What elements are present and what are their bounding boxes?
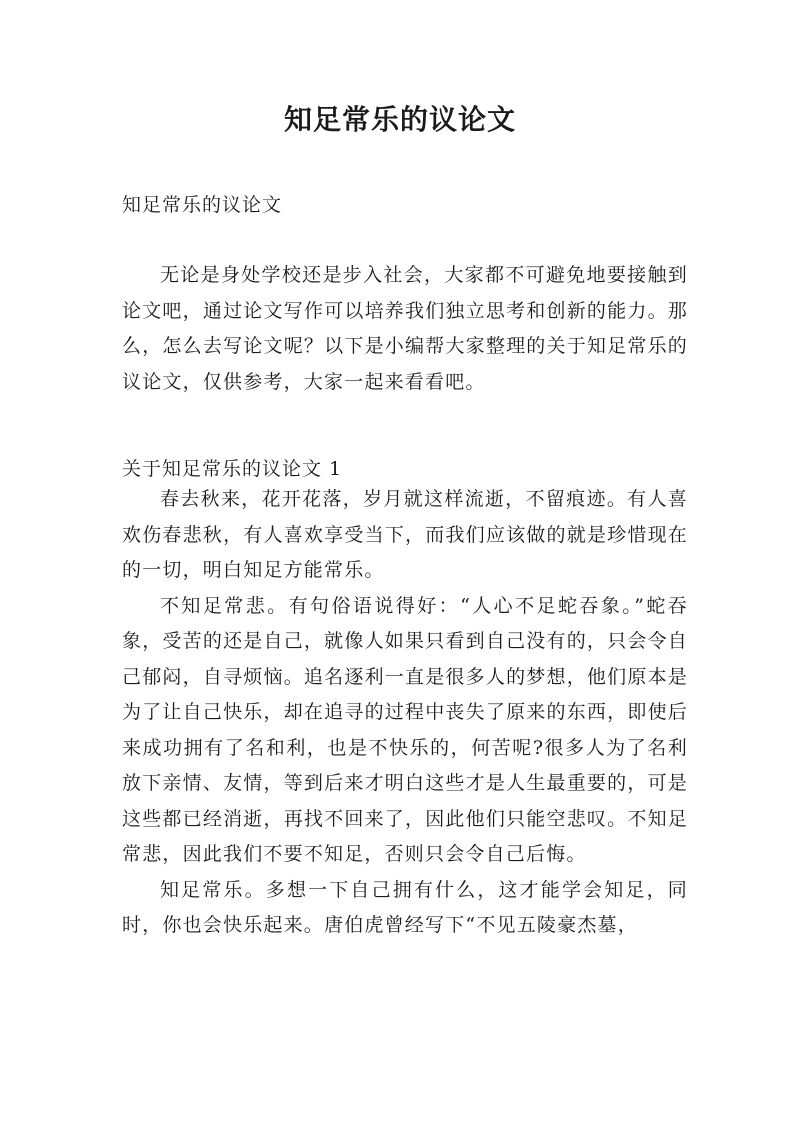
body-paragraph: 不知足常悲。有句俗语说得好：“人心不足蛇吞象。”蛇吞象，受苦的还是自己，就像人如果只看到自己没有的，只会令自己郁闷，自寻烦恼。追名逐利一直是很多人的梦想，他们原本是为了让自己快乐，却在追寻的过程中丧失了原来的东西，即使后来成功拥有了名和利，也是不快乐的，何苦呢?很多人为了名利放下亲情、友情，等到后来才明白这些才是人生最重要的，可是这些都已经消逝，再找不回来了，因此他们只能空悲叹。不知足常悲，因此我们不要不知足，否则只会令自己后悔。 <box>122 594 688 865</box>
document-title: 知足常乐的议论文 <box>283 103 516 136</box>
body-paragraph: 知足常乐。多想一下自己拥有什么，这才能学会知足，同时，你也会快乐起来。唐伯虎曾经写下“不见五陵豪杰墓， <box>122 878 688 936</box>
intro-block <box>122 258 688 400</box>
section-heading: 关于知足常乐的议论文 1 <box>122 458 343 480</box>
intro-paragraph: 无论是身处学校还是步入社会，大家都不可避免地要接触到论文吧，通过论文写作可以培养我们独立思考和创新的能力。那么，怎么去写论文呢？以下是小编帮大家整理的关于知足常乐的议论文，仅供参考，大家一起来看看吧。 <box>122 264 688 393</box>
section-body <box>122 482 688 944</box>
document-subtitle: 知足常乐的议论文 <box>122 194 283 216</box>
body-paragraph: 春去秋来，花开花落，岁月就这样流逝，不留痕迹。有人喜欢伤春悲秋，有人喜欢享受当下，而我们应该做的就是珍惜现在的一切，明白知足方能常乐。 <box>122 488 688 581</box>
